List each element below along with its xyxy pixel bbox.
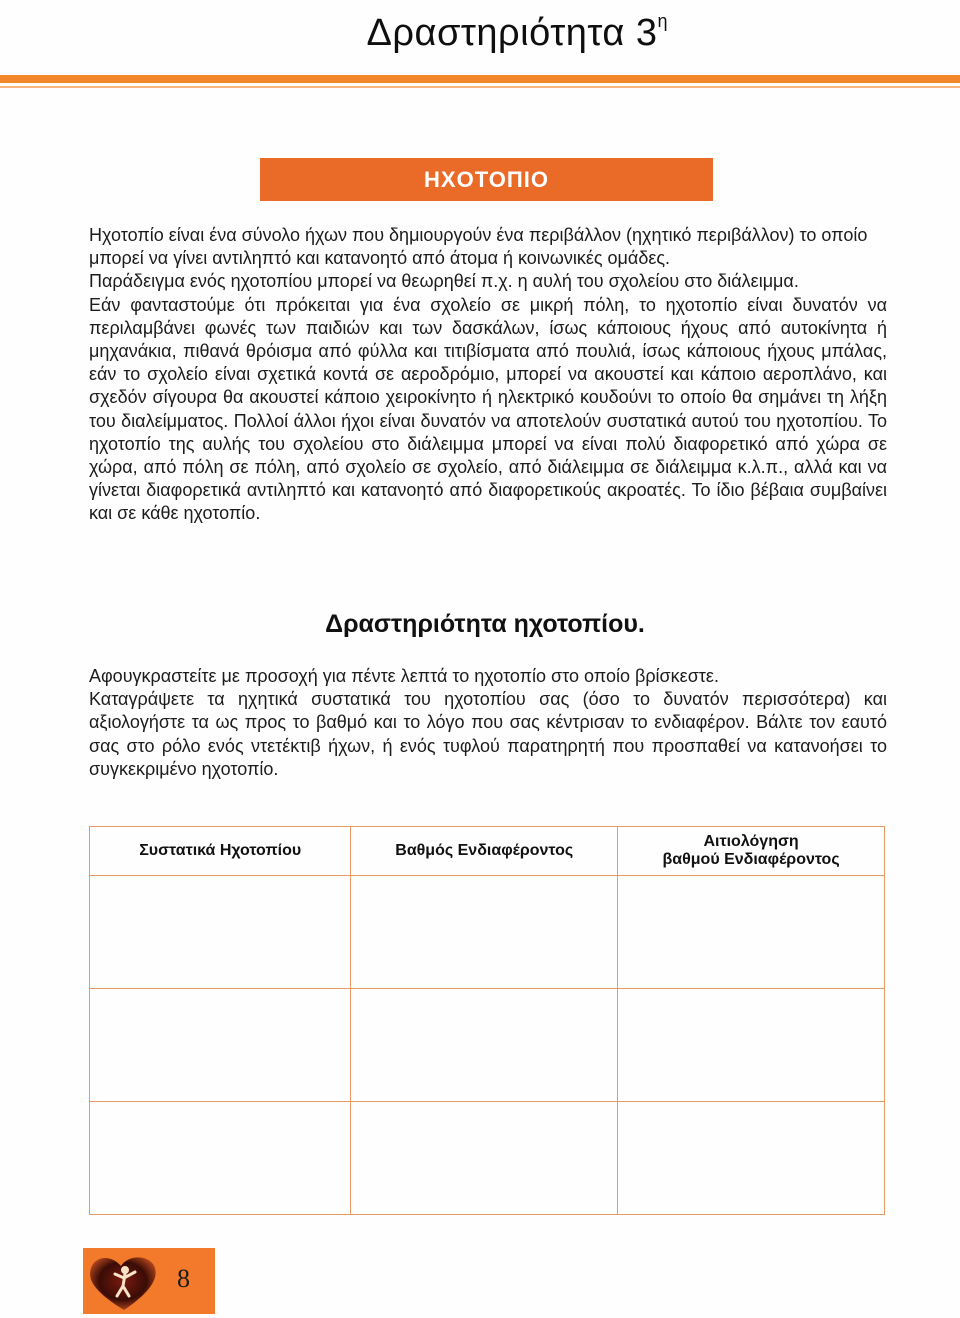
intro-paragraph-2: Παράδειγμα ενός ηχοτοπίου μπορεί να θεωρηθεί π.χ. η αυλή του σχολείου στο διάλειμμα. (89, 271, 799, 292)
table-header-row (90, 827, 885, 876)
header-rule-thin (0, 86, 960, 88)
table-row (90, 989, 885, 1102)
table-cell[interactable] (618, 989, 885, 1102)
page-title-superscript: η (657, 11, 668, 32)
activity-paragraph-1: Αφουγκραστείτε με προσοχή για πέντε λεπτά το ηχοτοπίο στο οποίο βρίσκεστε. (89, 666, 719, 686)
section-banner (260, 158, 713, 201)
column-header-justification-line1: Αιτιολόγηση (703, 833, 799, 850)
page-header (0, 0, 960, 88)
table-cell[interactable] (90, 989, 351, 1102)
table-cell[interactable] (351, 876, 618, 989)
intro-paragraph-3: Εάν φανταστούμε ότι πρόκειται για ένα σχολείο σε μικρή πόλη, το ηχοτοπίο είναι δυνατόν να περιλαμβάνει φωνές των παιδιών και των δασκάλων, ίσως κάποιους ήχους από αυτοκίνητα ή μηχανάκια, πιθανά θρόισμα από φύλλα και τιτιβίσματα από πουλιά, ίσως κάποιους ήχους μπάλας, εάν το σχολείο είναι σχετικά κοντά σε αεροδρόμιο, μπορεί να ακουστεί και κάποιο αεροπλάνο, και σχεδόν σίγουρα θα ακουστεί κάποιο χειροκίνητο ή ηλεκτρικό κουδούνι το οποίο θα σημάνει τη λήξη του διαλείμματος. Πολλοί άλλοι ήχοι είναι δυνατόν να αποτελούν συστατικά αυτού του ηχοτοπίου. Το ηχοτοπίο της αυλής του σχολείου στο διάλειμμα μπορεί να είναι πολύ διαφορετικό από χώρα σε χώρα, από πόλη σε πόλη, από σχολείο σε σχολείο, από διάλειμμα σε διάλειμμα κ.λ.π., αλλά και να γίνεται διαφορετικά αντιληπτό και κατανοητό από διαφορετικούς ακροατές. Το ίδιο βέβαια συμβαίνει και σε κάθε ηχοτοπίο. (89, 294, 887, 524)
table-cell[interactable] (618, 1102, 885, 1215)
intro-text (89, 224, 887, 526)
table-cell[interactable] (351, 1102, 618, 1215)
page-title (366, 12, 668, 55)
page-number: 8 (177, 1264, 190, 1293)
page-footer (83, 1248, 215, 1314)
activity-text (89, 665, 887, 781)
column-header-justification (618, 827, 885, 876)
table-cell[interactable] (90, 1102, 351, 1215)
table-cell[interactable] (618, 876, 885, 989)
page-title-text: Δραστηριότητα 3 (366, 12, 658, 54)
column-header-interest: Βαθμός Ενδιαφέροντος (351, 827, 618, 876)
header-rule (0, 75, 960, 83)
table-cell[interactable] (90, 876, 351, 989)
table-row (90, 876, 885, 989)
intro-paragraph-1: Ηχοτοπίο είναι ένα σύνολο ήχων που δημιουργούν ένα περιβάλλον (ηχητικό περιβάλλον) το οποίο μπορεί να γίνει αντιληπτό και κατανοητό από άτομα ή κοινωνικές ομάδες. (89, 225, 868, 269)
column-header-justification-line2: βαθμού Ενδιαφέροντος (662, 851, 840, 868)
column-header-components: Συστατικά Ηχοτοπίου (90, 827, 351, 876)
activity-heading: Δραστηριότητα ηχοτοπίου. (325, 610, 645, 638)
table-row (90, 1102, 885, 1215)
activity-paragraph-2: Καταγράψετε τα ηχητικά συστατικά του ηχοτοπίου σας (όσο το δυνατόν περισσότερα) και αξιολογήστε τα ως προς το βαθμό και το λόγο που σας κέντρισαν το ενδιαφέρον. Βάλτε τον εαυτό σας στο ρόλο ενός ντετέκτιβ ήχων, ή ενός τυφλού παρατηρητή που προσπαθεί να κατανοήσει το συγκεκριμένο ηχοτοπίο. (89, 689, 887, 779)
section-banner-label: ΗΧΟΤΟΠΙΟ (424, 166, 549, 192)
table-cell[interactable] (351, 989, 618, 1102)
heart-figure-logo-icon (85, 1252, 163, 1312)
soundscape-table (89, 826, 885, 1215)
